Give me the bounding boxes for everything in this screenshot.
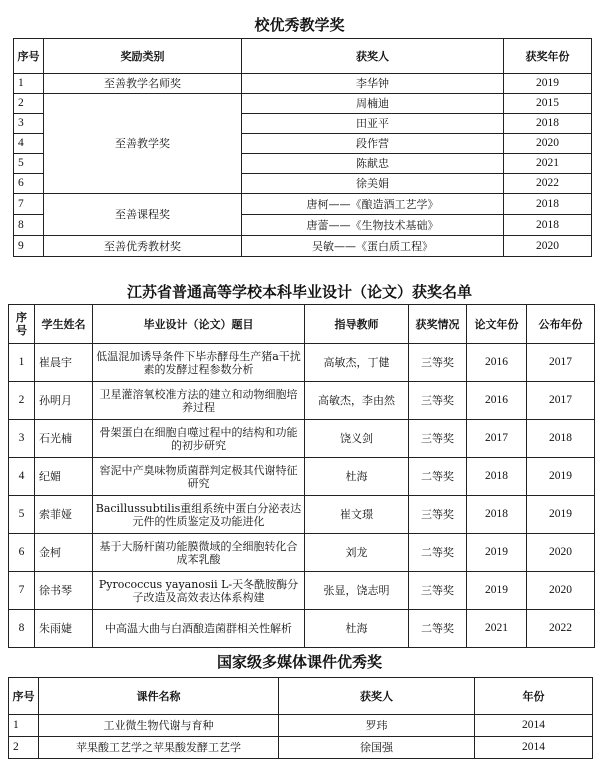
row-no: 5	[9, 496, 35, 534]
teaching-awards-title: 校优秀教学奖	[254, 16, 345, 34]
row-winner: 陈献忠	[242, 154, 504, 174]
row-paper-year: 2018	[467, 458, 527, 496]
row-publish-year: 2017	[527, 382, 595, 420]
row-no: 4	[14, 134, 44, 154]
row-no: 5	[14, 154, 44, 174]
row-paper-year: 2021	[467, 610, 527, 648]
row-no: 4	[9, 458, 35, 496]
row-no: 1	[9, 715, 39, 737]
column-header-winner: 获奖人	[279, 678, 475, 715]
row-no: 1	[14, 74, 44, 94]
row-year: 2014	[475, 715, 593, 737]
row-topic: Bacillussubtilis重组系统中蛋白分泌表达元件的性质鉴定及功能进化	[93, 496, 305, 534]
row-topic: 基于大肠杆菌功能膜微域的全细胞转化合成苯乳酸	[93, 534, 305, 572]
row-winner: 段作营	[242, 134, 504, 154]
table-row	[9, 420, 595, 458]
row-topic: 窖泥中产臭味物质菌群判定极其代谢特征研究	[93, 458, 305, 496]
thesis-awards-table	[8, 304, 595, 648]
row-publish-year: 2022	[527, 610, 595, 648]
row-no: 6	[14, 174, 44, 194]
column-header-no: 序号	[9, 678, 39, 715]
column-header-award: 获奖情况	[409, 305, 467, 344]
row-category: 至善教学奖	[44, 94, 242, 194]
row-winner: 田亚平	[242, 114, 504, 134]
row-student: 金柯	[35, 534, 93, 572]
row-paper-year: 2019	[467, 572, 527, 610]
row-award: 三等奖	[409, 420, 467, 458]
row-winner: 李华钟	[242, 74, 504, 94]
teaching-awards-table	[13, 38, 592, 257]
row-award: 三等奖	[409, 496, 467, 534]
table-row	[9, 715, 593, 737]
row-advisor: 刘龙	[305, 534, 409, 572]
row-award: 二等奖	[409, 458, 467, 496]
row-paper-year: 2016	[467, 344, 527, 382]
row-publish-year: 2019	[527, 458, 595, 496]
row-topic: 低温混加诱导条件下毕赤酵母生产猪a干扰素的发酵过程参数分析	[93, 344, 305, 382]
row-no: 1	[9, 344, 35, 382]
column-header-paper-year: 论文年份	[467, 305, 527, 344]
row-topic: 卫星灌溶氧校准方法的建立和动物细胞培养过程	[93, 382, 305, 420]
row-paper-year: 2017	[467, 420, 527, 458]
row-paper-year: 2016	[467, 382, 527, 420]
row-winner: 罗玮	[279, 715, 475, 737]
table-row	[9, 737, 593, 759]
row-advisor: 崔文璟	[305, 496, 409, 534]
row-year: 2021	[504, 154, 592, 174]
column-header-name: 课件名称	[39, 678, 279, 715]
row-no: 7	[9, 572, 35, 610]
row-award: 三等奖	[409, 344, 467, 382]
row-winner: 唐柯——《酿造酒工艺学》	[242, 194, 504, 215]
row-no: 8	[14, 215, 44, 236]
row-publish-year: 2020	[527, 572, 595, 610]
row-winner: 徐国强	[279, 737, 475, 759]
table-header-row	[9, 678, 593, 715]
row-paper-year: 2018	[467, 496, 527, 534]
table-row	[14, 74, 592, 94]
column-header-no: 序号	[14, 39, 44, 74]
row-no: 3	[14, 114, 44, 134]
row-no: 6	[9, 534, 35, 572]
row-no: 7	[14, 194, 44, 215]
row-award: 二等奖	[409, 534, 467, 572]
row-year: 2019	[504, 74, 592, 94]
row-year: 2018	[504, 194, 592, 215]
row-advisor: 杜海	[305, 610, 409, 648]
table-row	[9, 496, 595, 534]
row-topic: Pyrococcus yayanosii L-天冬酰胺酶分子改造及高效表达体系构建	[93, 572, 305, 610]
table-row	[9, 344, 595, 382]
table-header-row	[14, 39, 592, 74]
table-row	[9, 572, 595, 610]
row-name: 苹果酸工艺学之苹果酸发酵工艺学	[39, 737, 279, 759]
row-award: 三等奖	[409, 572, 467, 610]
row-year: 2018	[504, 215, 592, 236]
table-row	[9, 458, 595, 496]
column-header-year: 年份	[475, 678, 593, 715]
row-student: 纪媚	[35, 458, 93, 496]
courseware-awards-table	[8, 677, 593, 759]
column-header-no: 序号	[9, 305, 35, 344]
table-row	[14, 194, 592, 215]
table-header-row	[9, 305, 595, 344]
row-no: 2	[14, 94, 44, 114]
row-winner: 周楠迪	[242, 94, 504, 114]
column-header-publish-year: 公布年份	[527, 305, 595, 344]
row-advisor: 高敏杰，李由然	[305, 382, 409, 420]
row-advisor: 高敏杰，丁健	[305, 344, 409, 382]
table-row	[14, 236, 592, 257]
row-award: 三等奖	[409, 382, 467, 420]
table-row	[14, 94, 592, 114]
row-advisor: 饶义剑	[305, 420, 409, 458]
row-category: 至善教学名师奖	[44, 74, 242, 94]
row-no: 2	[9, 737, 39, 759]
row-advisor: 张显，饶志明	[305, 572, 409, 610]
row-no: 2	[9, 382, 35, 420]
row-winner: 唐蕾——《生物技术基础》	[242, 215, 504, 236]
row-category: 至善优秀教材奖	[44, 236, 242, 257]
row-publish-year: 2017	[527, 344, 595, 382]
row-student: 朱雨婕	[35, 610, 93, 648]
thesis-awards-title: 江苏省普通高等学校本科毕业设计（论文）获奖名单	[126, 283, 472, 301]
row-publish-year: 2019	[527, 496, 595, 534]
row-student: 徐书琴	[35, 572, 93, 610]
row-paper-year: 2019	[467, 534, 527, 572]
column-header-student: 学生姓名	[35, 305, 93, 344]
column-header-category: 奖励类别	[44, 39, 242, 74]
row-no: 3	[9, 420, 35, 458]
column-header-advisor: 指导教师	[305, 305, 409, 344]
row-name: 工业微生物代谢与育种	[39, 715, 279, 737]
row-year: 2015	[504, 94, 592, 114]
row-year: 2020	[504, 134, 592, 154]
row-award: 二等奖	[409, 610, 467, 648]
table-row	[9, 534, 595, 572]
row-advisor: 杜海	[305, 458, 409, 496]
row-publish-year: 2020	[527, 534, 595, 572]
row-no: 9	[14, 236, 44, 257]
row-student: 索菲娅	[35, 496, 93, 534]
column-header-winner: 获奖人	[242, 39, 504, 74]
row-winner: 徐美娟	[242, 174, 504, 194]
row-year: 2020	[504, 236, 592, 257]
table-row	[9, 382, 595, 420]
row-no: 8	[9, 610, 35, 648]
courseware-awards-title: 国家级多媒体课件优秀奖	[216, 653, 382, 671]
table-row	[9, 610, 595, 648]
row-student: 崔晨宇	[35, 344, 93, 382]
row-winner: 吴敏——《蛋白质工程》	[242, 236, 504, 257]
row-publish-year: 2018	[527, 420, 595, 458]
row-topic: 中高温大曲与白酒酿造菌群相关性解析	[93, 610, 305, 648]
row-topic: 骨架蛋白在细胞自噬过程中的结构和功能的初步研究	[93, 420, 305, 458]
row-year: 2018	[504, 114, 592, 134]
column-header-topic: 毕业设计（论文）题目	[93, 305, 305, 344]
row-year: 2022	[504, 174, 592, 194]
row-student: 石光楠	[35, 420, 93, 458]
row-category: 至善课程奖	[44, 194, 242, 236]
row-year: 2014	[475, 737, 593, 759]
row-student: 孙明月	[35, 382, 93, 420]
column-header-year: 获奖年份	[504, 39, 592, 74]
